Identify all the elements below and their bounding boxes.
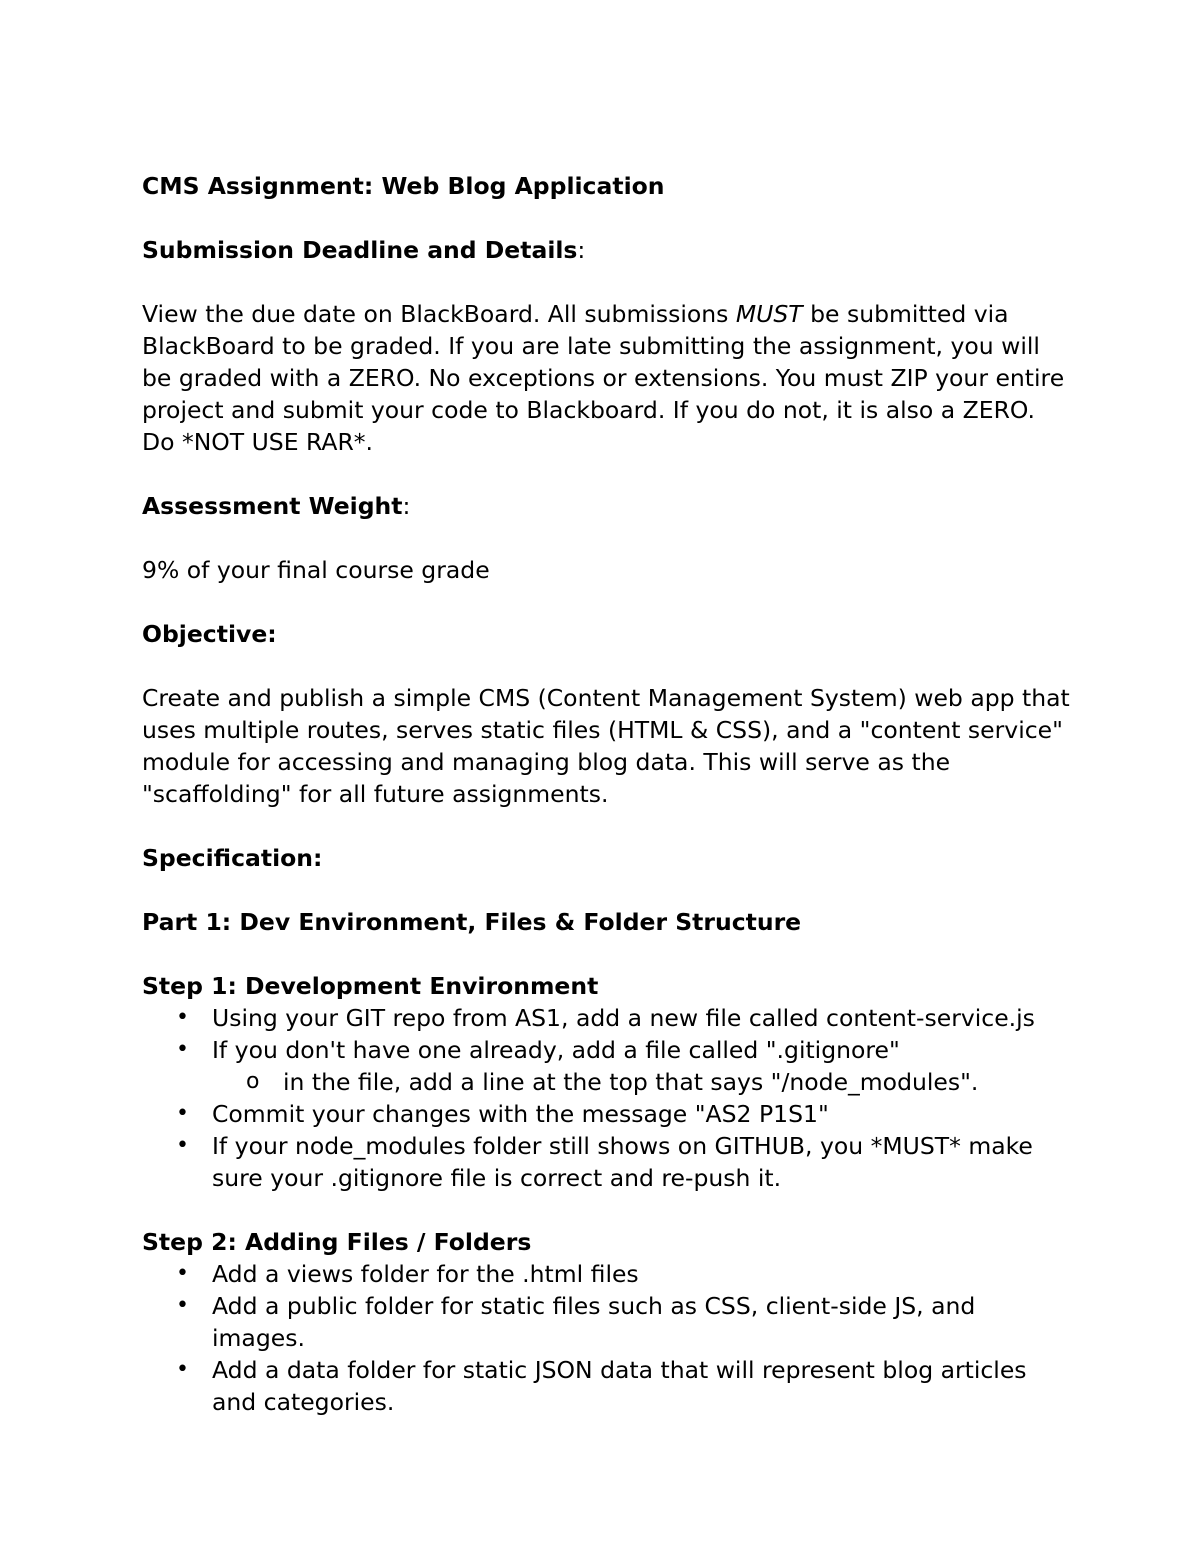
step1-list — [142, 1002, 1072, 1194]
bullet-icon: • — [176, 1357, 189, 1382]
document-body — [142, 170, 1072, 1418]
part1-heading: Part 1: Dev Environment, Files & Folder Structure — [142, 908, 802, 936]
document-title: CMS Assignment: Web Blog Application — [142, 172, 665, 200]
step2-heading: Step 2: Adding Files / Folders — [142, 1228, 532, 1256]
sub-bullet-icon: o — [246, 1069, 260, 1094]
list-item — [142, 1354, 1072, 1418]
section-spacer — [142, 1194, 1072, 1226]
list-item-text: Add a views folder for the .html files — [212, 1260, 639, 1288]
list-item-text: If you don't have one already, add a file called ".gitignore" — [212, 1036, 900, 1064]
list-item-text: Commit your changes with the message "AS2 P1S1" — [212, 1100, 829, 1128]
deadline-heading — [142, 234, 1072, 266]
sub-list-item-text: in the file, add a line at the top that says "/node_modules". — [283, 1068, 979, 1096]
bullet-icon: • — [176, 1133, 189, 1158]
weight-heading — [142, 490, 1072, 522]
step2-list — [142, 1258, 1072, 1418]
objective-heading: Objective: — [142, 620, 277, 648]
bullet-icon: • — [176, 1005, 189, 1030]
objective-paragraph: Create and publish a simple CMS (Content Management System) web app that uses multiple routes, serves static files (HTML & CSS), and a "content service" module for accessing and managing blog data. This will serve as the "scaffolding" for all future assignments. — [142, 684, 1070, 808]
bullet-icon: • — [176, 1101, 189, 1126]
deadline-text-after: be submitted via BlackBoard to be graded. If you are late submitting the assignment, you will be graded with a ZERO. No exceptions or extensions. You must ZIP your entire project and submit your code to Blackboard. If you do not, it is also a ZERO. Do *NOT USE RAR*. — [142, 300, 1065, 456]
list-item — [142, 1002, 1072, 1034]
deadline-text-before: View the due date on BlackBoard. All submissions — [142, 300, 736, 328]
step1-sub-list — [212, 1066, 1072, 1098]
sub-list-item — [142, 1066, 1072, 1098]
list-item-text: If your node_modules folder still shows on GITHUB, you *MUST* make sure your .gitignore file is correct and re-push it. — [212, 1132, 1033, 1192]
step1-heading: Step 1: Development Environment — [142, 972, 599, 1000]
specification-heading: Specification: — [142, 844, 323, 872]
list-item — [142, 1290, 1072, 1354]
deadline-text-emphasis: MUST — [735, 300, 803, 328]
list-item — [142, 1130, 1072, 1194]
list-item — [142, 1258, 1072, 1290]
list-item-text: Using your GIT repo from AS1, add a new file called content-service.js — [212, 1004, 1035, 1032]
list-item — [142, 1098, 1072, 1130]
list-item — [142, 1034, 1072, 1098]
deadline-heading-colon: : — [577, 236, 586, 264]
bullet-icon: • — [176, 1037, 189, 1062]
list-item-text: Add a data folder for static JSON data that will represent blog articles and categories. — [212, 1356, 1027, 1416]
bullet-icon: • — [176, 1293, 189, 1318]
deadline-heading-text: Submission Deadline and Details — [142, 236, 578, 264]
weight-paragraph: 9% of your final course grade — [142, 556, 490, 584]
bullet-icon: • — [176, 1261, 189, 1286]
deadline-paragraph — [142, 298, 1072, 458]
list-item-text: Add a public folder for static files such as CSS, client-side JS, and images. — [212, 1292, 976, 1352]
weight-heading-text: Assessment Weight — [142, 492, 403, 520]
weight-heading-colon: : — [402, 492, 411, 520]
